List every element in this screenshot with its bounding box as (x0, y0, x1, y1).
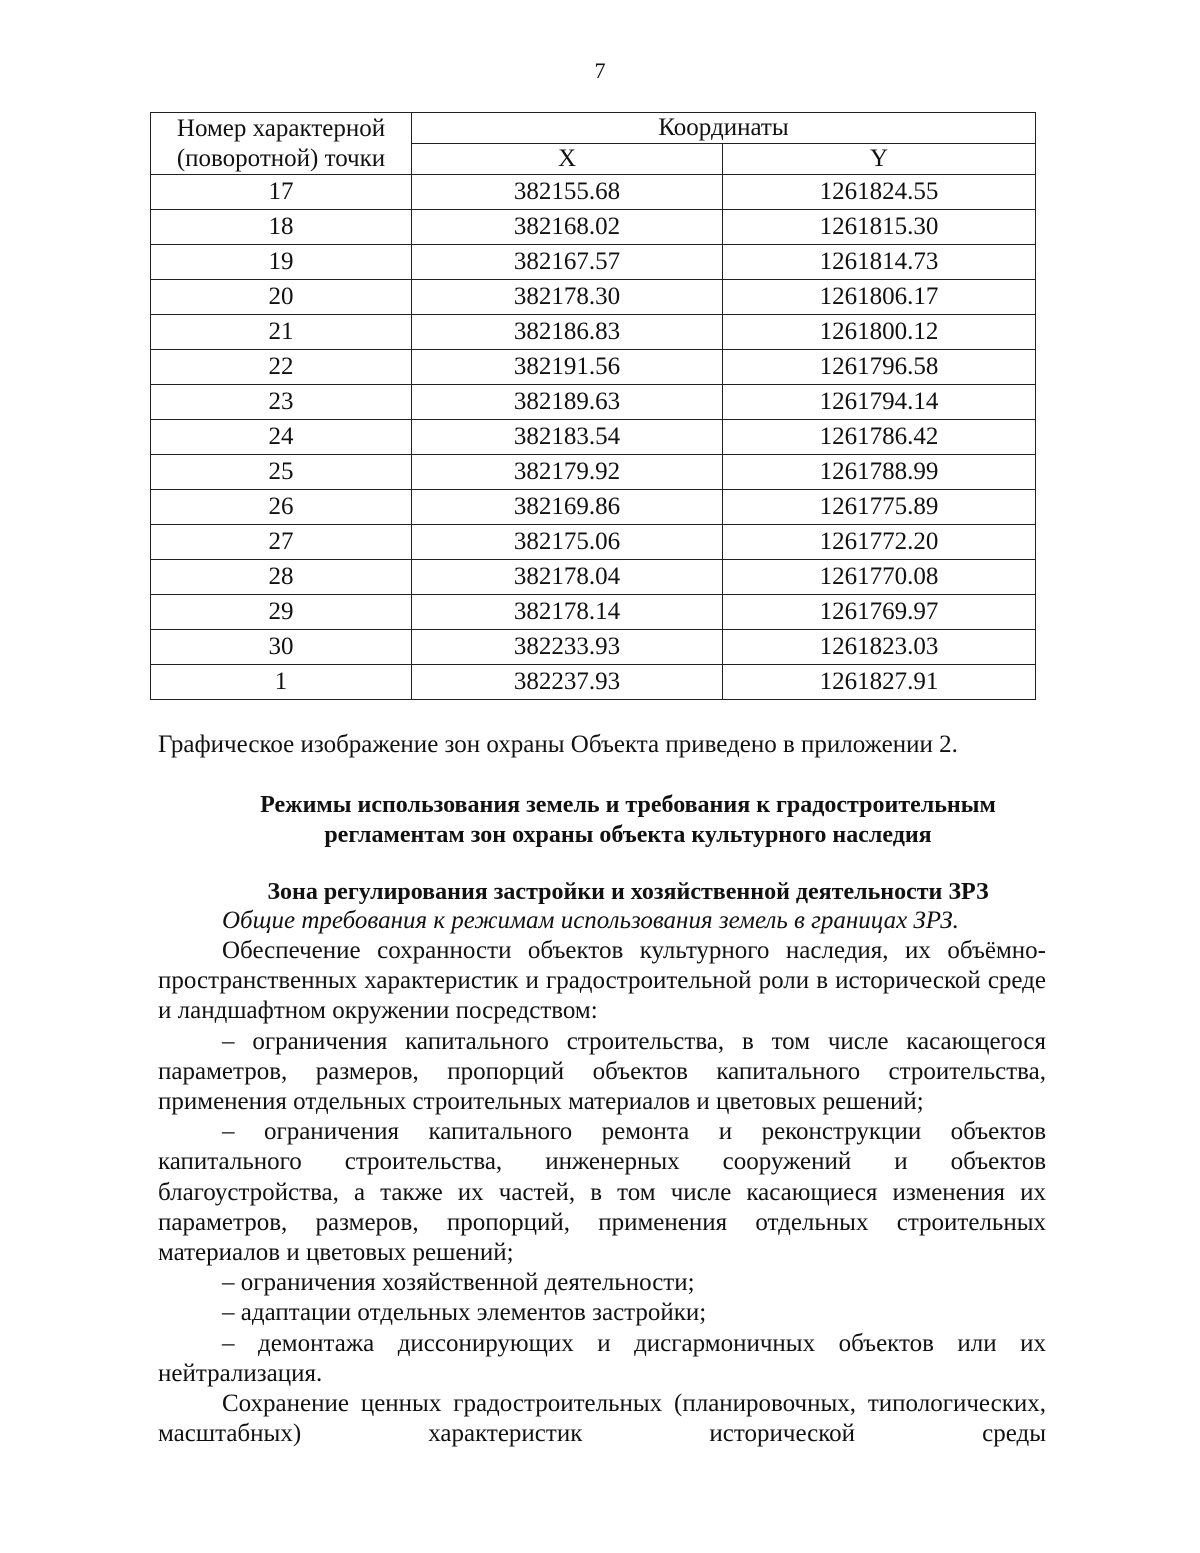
point-number-cell: 25 (151, 455, 412, 490)
table-row (151, 245, 1036, 280)
paragraph: Обеспечение сохранности объектов культурного наследия, их объёмно-пространственных характеристик и градостроительной роли в исторической среде и ландшафтном окружении посредством: (158, 937, 1046, 1025)
y-coordinate-cell: 1261814.73 (723, 245, 1036, 280)
point-number-cell: 24 (151, 420, 412, 455)
x-coordinate-cell: 382169.86 (412, 490, 723, 525)
paragraph: – ограничения капитального строительства, в том числе касающегося параметров, размеров, пропорций объектов капитального строительства, применения отдельных строительных материалов и цветовых решений; (158, 1027, 1046, 1116)
point-number-cell: 27 (151, 525, 412, 560)
table-row (151, 210, 1036, 245)
point-number-cell: 19 (151, 245, 412, 280)
point-number-cell: 18 (151, 210, 412, 245)
y-coordinate-cell: 1261788.99 (723, 455, 1036, 490)
table-row (151, 595, 1036, 630)
point-number-cell: 1 (151, 665, 412, 700)
point-number-cell: 30 (151, 630, 412, 665)
point-number-cell: 20 (151, 280, 412, 315)
header-coordinates: Координаты (412, 113, 1036, 144)
point-number-cell: 26 (151, 490, 412, 525)
x-coordinate-cell: 382191.56 (412, 350, 723, 385)
zone-subheading: Общие требования к режимам использования земель в границах ЗРЗ. (222, 907, 959, 934)
table-row (151, 385, 1036, 420)
coordinates-table (150, 112, 1036, 700)
y-coordinate-cell: 1261796.58 (723, 350, 1036, 385)
table-row (151, 315, 1036, 350)
body-text (158, 936, 1046, 1449)
table-row (151, 455, 1036, 490)
page-number: 7 (594, 58, 606, 83)
point-number-cell: 22 (151, 350, 412, 385)
y-coordinate-cell: 1261770.08 (723, 560, 1036, 595)
x-coordinate-cell: 382178.04 (412, 560, 723, 595)
paragraph: Сохранение ценных градостроительных (планировочных, типологических, масштабных) характеристик исторической среды (158, 1390, 1046, 1448)
y-coordinate-cell: 1261824.55 (723, 175, 1036, 210)
header-point-line2: (поворотной) точки (176, 144, 386, 172)
table-row (151, 490, 1036, 525)
graphic-note: Графическое изображение зон охраны Объекта приведено в приложении 2. (158, 731, 958, 758)
x-coordinate-cell: 382155.68 (412, 175, 723, 210)
header-x: X (412, 144, 723, 175)
x-coordinate-cell: 382179.92 (412, 455, 723, 490)
x-coordinate-cell: 382189.63 (412, 385, 723, 420)
table-row (151, 560, 1036, 595)
x-coordinate-cell: 382186.83 (412, 315, 723, 350)
table-row (151, 175, 1036, 210)
y-coordinate-cell: 1261800.12 (723, 315, 1036, 350)
section-heading-line2: регламентам зон охраны объекта культурного наследия (324, 822, 932, 848)
paragraph: – ограничения хозяйственной деятельности; (222, 1269, 695, 1297)
x-coordinate-cell: 382183.54 (412, 420, 723, 455)
x-coordinate-cell: 382237.93 (412, 665, 723, 700)
y-coordinate-cell: 1261794.14 (723, 385, 1036, 420)
section-heading (158, 790, 1098, 850)
x-coordinate-cell: 382178.30 (412, 280, 723, 315)
y-coordinate-cell: 1261827.91 (723, 665, 1036, 700)
point-number-cell: 29 (151, 595, 412, 630)
x-coordinate-cell: 382175.06 (412, 525, 723, 560)
paragraph: – адаптации отдельных элементов застройки; (222, 1299, 707, 1327)
point-number-cell: 23 (151, 385, 412, 420)
header-point-number (151, 113, 412, 175)
header-point-line1: Номер характерной (176, 114, 386, 142)
table-row (151, 350, 1036, 385)
paragraph: – ограничения капитального ремонта и реконструкции объектов капитального строительства, инженерных сооружений и объектов благоустройства, а также их частей, в том числе касающиеся изменения их параметров, размеров, пропорций, применения отдельных строительных материалов и цветовых решений; (158, 1118, 1046, 1267)
table-row (151, 280, 1036, 315)
x-coordinate-cell: 382167.57 (412, 245, 723, 280)
y-coordinate-cell: 1261772.20 (723, 525, 1036, 560)
y-coordinate-cell: 1261823.03 (723, 630, 1036, 665)
zone-heading: Зона регулирования застройки и хозяйственной деятельности ЗРЗ (267, 879, 989, 905)
x-coordinate-cell: 382178.14 (412, 595, 723, 630)
point-number-cell: 28 (151, 560, 412, 595)
table-row (151, 630, 1036, 665)
point-number-cell: 21 (151, 315, 412, 350)
x-coordinate-cell: 382233.93 (412, 630, 723, 665)
point-number-cell: 17 (151, 175, 412, 210)
y-coordinate-cell: 1261786.42 (723, 420, 1036, 455)
section-heading-line1: Режимы использования земель и требования к градостроительным (260, 792, 996, 818)
x-coordinate-cell: 382168.02 (412, 210, 723, 245)
y-coordinate-cell: 1261775.89 (723, 490, 1036, 525)
table-row (151, 525, 1036, 560)
y-coordinate-cell: 1261815.30 (723, 210, 1036, 245)
paragraph: – демонтажа диссонирующих и дисгармоничных объектов или их нейтрализация. (158, 1329, 1046, 1387)
y-coordinate-cell: 1261769.97 (723, 595, 1036, 630)
y-coordinate-cell: 1261806.17 (723, 280, 1036, 315)
table-row (151, 420, 1036, 455)
table-row (151, 665, 1036, 700)
header-y: Y (723, 144, 1036, 175)
